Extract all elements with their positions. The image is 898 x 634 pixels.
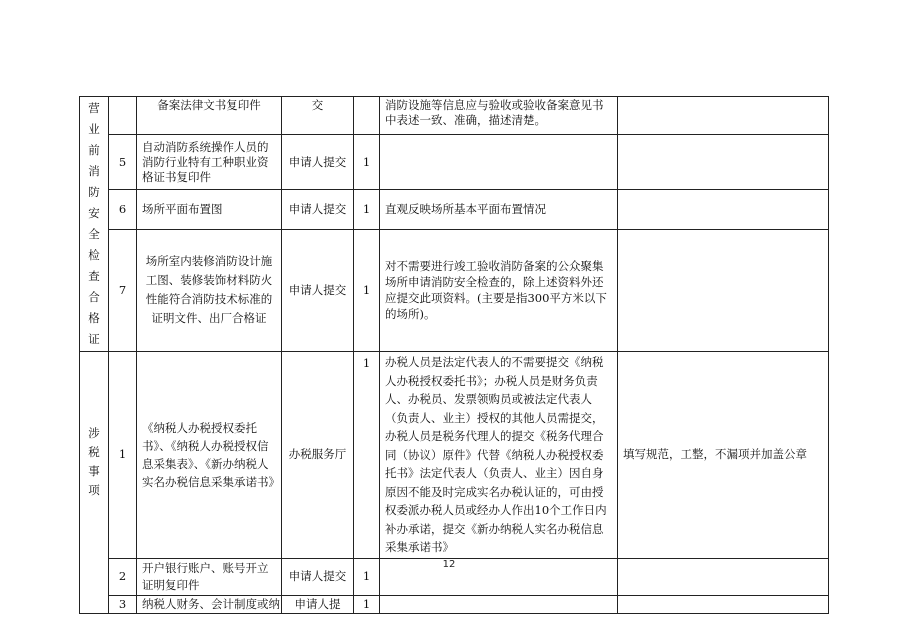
item-requirement	[380, 135, 618, 190]
item-note	[618, 229, 829, 351]
table-row	[80, 595, 829, 613]
requirements-table	[79, 96, 829, 614]
row-number: 5	[109, 135, 137, 190]
category-label: 涉税事项	[88, 426, 100, 498]
item-requirement	[380, 595, 618, 613]
item-name: 备案法律文书复印件	[137, 97, 282, 135]
row-number: 7	[109, 229, 137, 351]
item-note	[618, 595, 829, 613]
item-name: 《纳税人办税授权委托书》、《纳税人办税授权信息采集表》、《新办纳税人实名办税信息采集承诺书》	[137, 352, 282, 559]
item-note: 填写规范，工整，不漏项并加盖公章	[618, 352, 829, 559]
item-requirement: 直观反映场所基本平面布置情况	[380, 190, 618, 229]
item-source: 申请人提交	[282, 190, 354, 229]
category-cell	[80, 352, 109, 614]
table-row	[80, 97, 829, 135]
item-name: 场所平面布置图	[137, 190, 282, 229]
item-name: 开户银行账户、账号开立证明复印件	[137, 558, 282, 595]
item-count: 1	[354, 190, 380, 229]
item-source: 交	[282, 97, 354, 135]
item-source: 申请人提	[282, 595, 354, 613]
item-count	[354, 97, 380, 135]
item-count: 1	[354, 229, 380, 351]
item-count: 1	[354, 352, 380, 559]
item-count: 1	[354, 558, 380, 595]
table-row	[80, 135, 829, 190]
item-note	[618, 97, 829, 135]
page-number: 12	[442, 559, 456, 570]
row-number: 3	[109, 595, 137, 613]
table-row	[80, 352, 829, 559]
item-name: 自动消防系统操作人员的消防行业特有工种职业资格证书复印件	[137, 135, 282, 190]
item-requirement: 办税人员是法定代表人的不需要提交《纳税人办税授权委托书》；办税人员是财务负责人、办税员、发票领购员或被法定代表人（负责人、业主）授权的其他人员需提交，办税人员是税务代理人的提交《税务代理合同（协议）原件》代替《纳税人办税授权委托书》法定代表人（负责人、业主）因自身原因不能及时完成实名办税认证的，可由授权委派办税人员或经办人作出10个工作日内补办承诺，提交《新办纳税人实名办税信息采集承诺书》	[380, 352, 618, 559]
table-row	[80, 190, 829, 229]
item-requirement: 消防设施等信息应与验收或验收备案意见书中表述一致、准确，描述清楚。	[380, 97, 618, 135]
item-note	[618, 190, 829, 229]
table-row	[80, 229, 829, 351]
item-count: 1	[354, 595, 380, 613]
row-number: 2	[109, 558, 137, 595]
item-source: 申请人提交	[282, 558, 354, 595]
item-source: 申请人提交	[282, 229, 354, 351]
row-number	[109, 97, 137, 135]
item-note	[618, 135, 829, 190]
row-number: 6	[109, 190, 137, 229]
item-source: 办税服务厅	[282, 352, 354, 559]
row-number: 1	[109, 352, 137, 559]
item-name: 纳税人财务、会计制度或纳	[137, 595, 282, 613]
category-label: 营业前消防安全检查合格证	[88, 101, 100, 346]
item-source: 申请人提交	[282, 135, 354, 190]
item-count: 1	[354, 135, 380, 190]
item-name: 场所室内装修消防设计施工图、装修装饰材料防火性能符合消防技术标准的证明文件、出厂合格证	[137, 229, 282, 351]
item-requirement: 对不需要进行竣工验收消防备案的公众聚集场所申请消防安全检查的，除上述资料外还应提交此项资料。(主要是指300平方米以下的场所)。	[380, 229, 618, 351]
category-cell	[80, 97, 109, 352]
